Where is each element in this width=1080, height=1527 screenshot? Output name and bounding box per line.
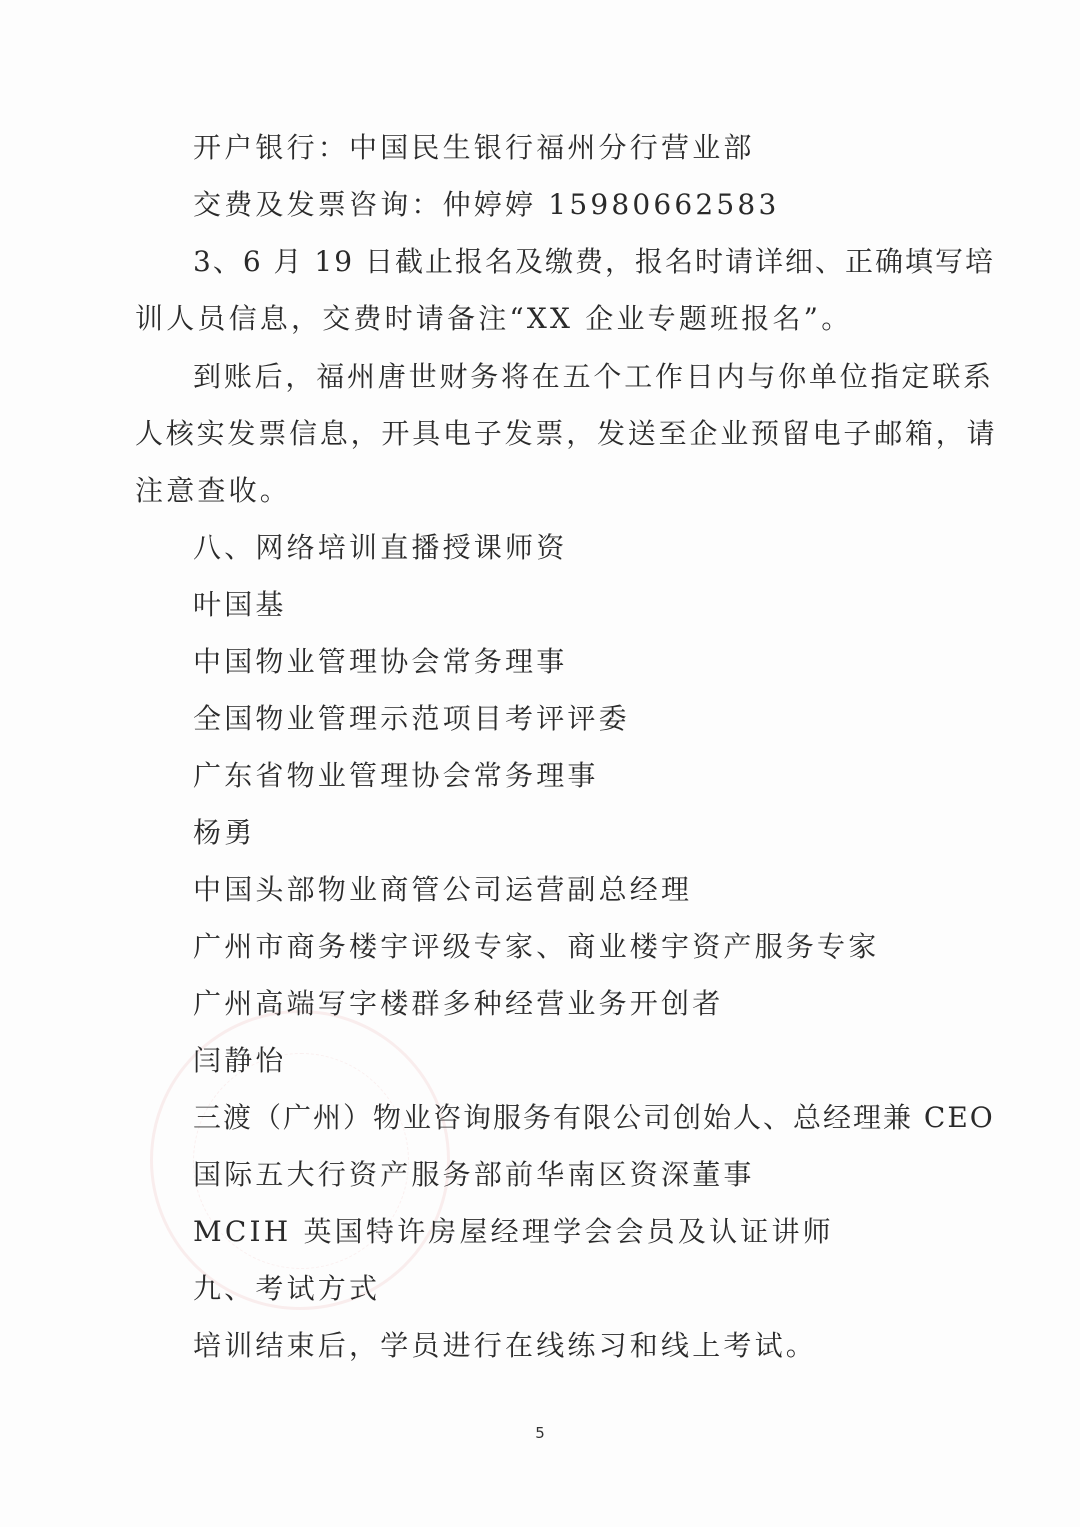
instructor-1-title-2: 全国物业管理示范项目考评评委 bbox=[193, 702, 630, 735]
instructor-name-2: 杨勇 bbox=[193, 816, 256, 849]
deadline-line-2: 训人员信息，交费时请备注“XX 企业专题班报名”。 bbox=[135, 302, 853, 335]
instructor-3-title-2: 国际五大行资产服务部前华南区资深董事 bbox=[193, 1158, 755, 1191]
page-number: 5 bbox=[535, 1424, 545, 1442]
section-heading-exam: 九、考试方式 bbox=[193, 1272, 381, 1305]
instructor-3-title-1: 三渡（广州）物业咨询服务有限公司创始人、总经理兼 CEO bbox=[193, 1101, 995, 1134]
instructor-2-title-2: 广州市商务楼宇评级专家、商业楼宇资产服务专家 bbox=[193, 930, 880, 963]
receipt-line-1: 到账后，福州唐世财务将在五个工作日内与你单位指定联系 bbox=[193, 360, 994, 393]
instructor-name-3: 闫静怡 bbox=[193, 1044, 287, 1077]
exam-description: 培训结束后，学员进行在线练习和线上考试。 bbox=[193, 1329, 818, 1362]
instructor-2-title-3: 广州高端写字楼群多种经营业务开创者 bbox=[193, 987, 724, 1020]
instructor-3-title-3: MCIH 英国特许房屋经理学会会员及认证讲师 bbox=[193, 1215, 834, 1248]
section-heading-instructors: 八、网络培训直播授课师资 bbox=[193, 531, 568, 564]
bank-line: 开户银行：中国民生银行福州分行营业部 bbox=[193, 131, 755, 164]
instructor-1-title-1: 中国物业管理协会常务理事 bbox=[193, 645, 568, 678]
instructor-name-1: 叶国基 bbox=[193, 588, 287, 621]
deadline-line-1: 3、6 月 19 日截止报名及缴费，报名时请详细、正确填写培 bbox=[193, 245, 995, 278]
receipt-line-2: 人核实发票信息，开具电子发票，发送至企业预留电子邮箱，请 bbox=[135, 417, 998, 450]
invoice-contact-line: 交费及发票咨询：仲婷婷 15980662583 bbox=[193, 188, 780, 221]
instructor-2-title-1: 中国头部物业商管公司运营副总经理 bbox=[193, 873, 693, 906]
receipt-line-3: 注意查收。 bbox=[135, 474, 292, 507]
instructor-1-title-3: 广东省物业管理协会常务理事 bbox=[193, 759, 599, 792]
